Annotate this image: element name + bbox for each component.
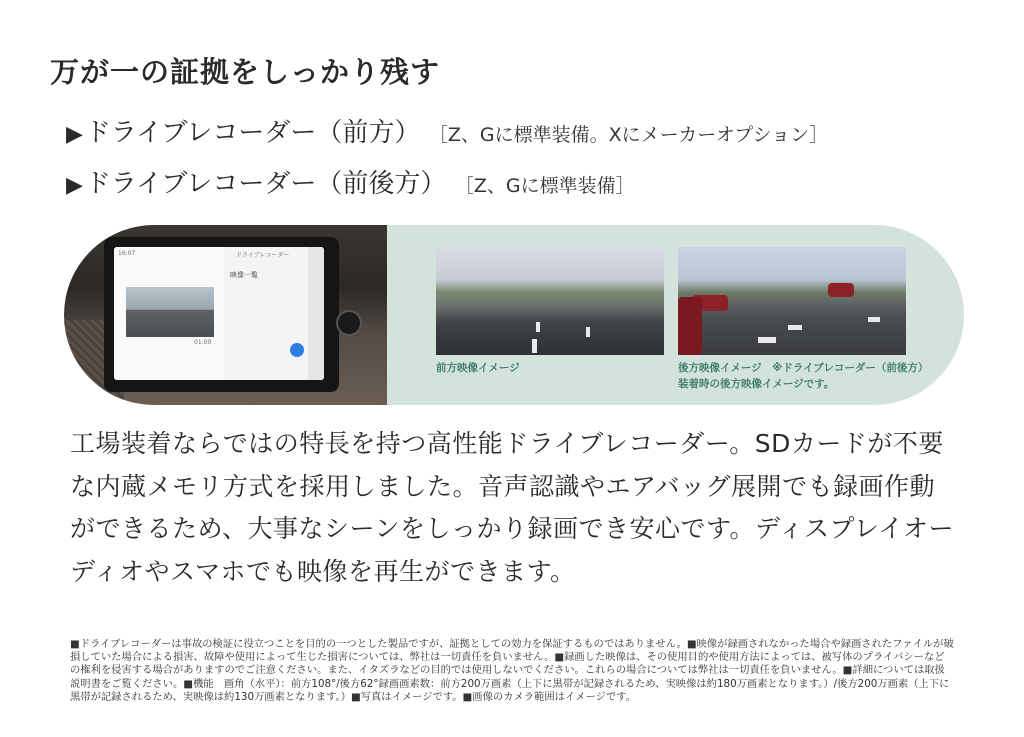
footnote-text: ■ドライブレコーダーは事故の検証に役立つことを目的の一つとした製品ですが、証拠としての効力を保証するものではありません。■映像が録画されなかった場合や録画されたファイルが破損していた場合による損害、故障や使用によって生じた損害については、弊社は一切責任を負いません。■録画した映像は、その使用目的や使用方法によっては、被写体のプライバシーなどの権利を侵害する場合がありますのでご注意ください。また、イタズラなどの目的では使用しないでください。これらの場合については弊社は一切責任を負いません。■詳細については取扱説明書をご覧ください。■機能 画角（水平）：前方108°/後方62°録画画素数：前方200万画素（上下に黒帯が記録されるため、実映像は約180万画素となります。）/後方200万画素（上下に黒帯が記録されるため、実映像は約130万画素となります。）■写真はイメージです。■画像のカメラ範囲はイメージです。 xyxy=(70,638,954,703)
triangle-marker-icon: ▶ xyxy=(66,122,83,147)
triangle-marker-icon: ▶ xyxy=(66,173,83,198)
screen-left-panel xyxy=(114,247,224,380)
dashboard-photo xyxy=(64,225,387,405)
rear-image-caption: 後方映像イメージ ※ドライブレコーダー（前後方）装着時の後方映像イメージです。 xyxy=(678,362,924,390)
spec-line-front-rear xyxy=(66,163,635,200)
volume-knob xyxy=(336,310,362,336)
front-image-caption: 前方映像イメージ xyxy=(436,362,520,374)
screen-right-panel xyxy=(226,247,306,380)
display-screen xyxy=(114,247,324,380)
lane-mark xyxy=(868,317,880,322)
car-shape xyxy=(828,283,854,297)
lane-mark xyxy=(532,339,537,353)
screen-list-title: 映像一覧 xyxy=(230,271,258,279)
screen-playback-time: 01:00 xyxy=(194,339,212,346)
lane-mark xyxy=(536,322,540,332)
spec-label: ドライブレコーダー（前方） xyxy=(84,118,421,148)
rear-camera-image xyxy=(678,247,906,355)
spec-note: ［Z、Gに標準装備］ xyxy=(464,175,635,197)
front-camera-image xyxy=(436,247,664,355)
media-band xyxy=(64,225,964,405)
screen-header: ドライブレコーダー xyxy=(236,252,290,259)
spec-line-front xyxy=(66,112,828,149)
lane-mark xyxy=(758,337,776,343)
screen-clock: 16:07 xyxy=(118,250,136,257)
screen-side-rail xyxy=(308,247,324,380)
lane-mark xyxy=(586,327,590,337)
lane-mark xyxy=(788,325,802,330)
spec-label: ドライブレコーダー（前後方） xyxy=(84,169,447,199)
page-title: 万が一の証拠をしっかり残す xyxy=(50,55,441,89)
car-shape xyxy=(678,297,702,355)
description-text: 工場装着ならではの特長を持つ高性能ドライブレコーダー。SDカードが不要な内蔵メモリ方式を採用しました。音声認識やエアバッグ展開でも録画作動ができるため、大事なシーンをしっかり録画でき安心です。ディスプレイオーディオやスマホでも映像を再生ができます。 xyxy=(70,429,955,586)
screen-video-thumbnail xyxy=(126,287,214,337)
spec-note: ［Z、Gに標準装備。Xにメーカーオプション］ xyxy=(438,124,829,146)
microphone-icon xyxy=(290,343,304,357)
